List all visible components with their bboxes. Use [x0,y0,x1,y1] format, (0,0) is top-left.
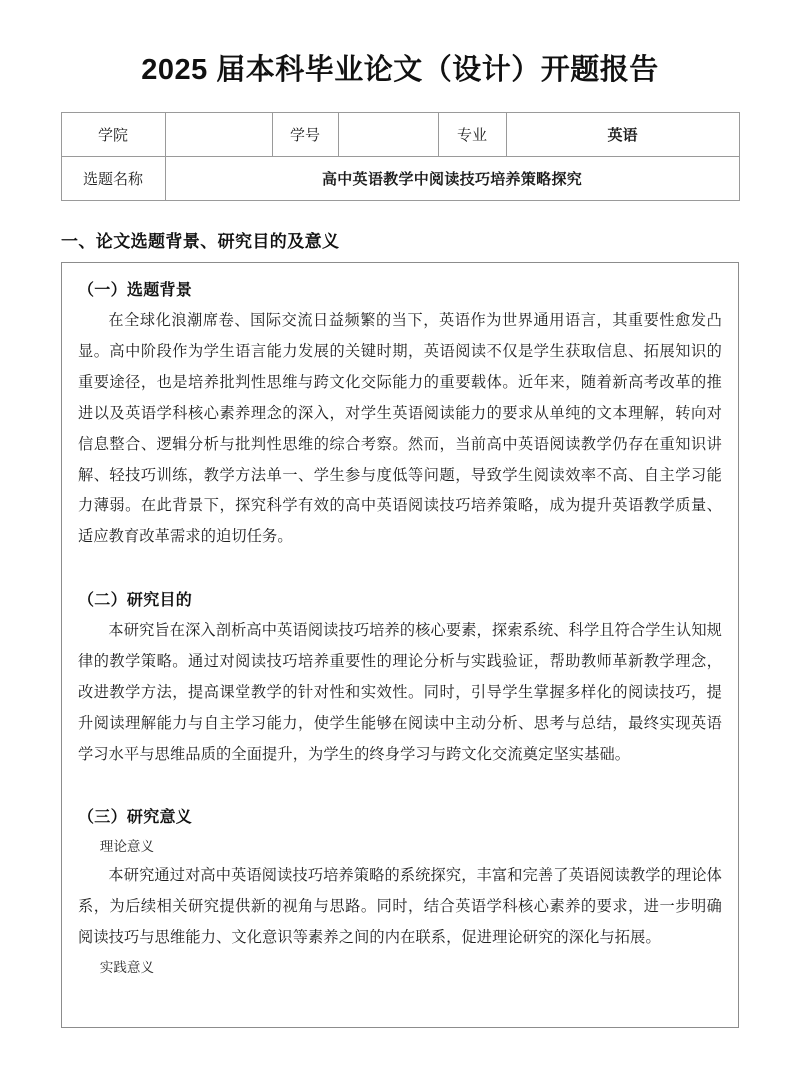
topic-label-cell: 选题名称 [61,157,165,201]
practical-significance-label: 实践意义 [99,959,155,975]
major-value-cell[interactable]: 英语 [506,113,739,157]
section-content-box [61,262,739,1028]
subsection-heading-purpose: （二）研究目的 [78,592,193,610]
page-title: 2025 届本科毕业论文（设计）开题报告 [141,54,659,86]
subsection-heading-significance: （三）研究意义 [78,809,193,827]
subsection-paragraph-purpose: 本研究旨在深入剖析高中英语阅读技巧培养的核心要素，探索系统、科学且符合学生认知规律的教学策略。通过对阅读技巧培养重要性的理论分析与实践验证，帮助教师革新教学理念，改进教学方法，提高课堂教学的针对性和实效性。同时，引导学生掌握多样化的阅读技巧，提升阅读理解能力与自主学习能力，使学生能够在阅读中主动分析、思考与总结，最终实现英语学习水平与思维品质的全面提升，为学生的终身学习与跨文化交流奠定坚实基础。 [78,622,722,763]
subsection-heading-background: （一）选题背景 [78,282,193,300]
college-label-cell: 学院 [61,113,165,157]
theoretical-significance-paragraph: 本研究通过对高中英语阅读技巧培养策略的系统探究，丰富和完善了英语阅读教学的理论体系，为后续相关研究提供新的视角与思路。同时，结合英语学科核心素养的要求，进一步明确阅读技巧与思维能力、文化意识等素养之间的内在联系，促进理论研究的深化与拓展。 [78,867,722,946]
student-id-label-cell: 学号 [272,113,338,157]
college-value-cell[interactable] [165,113,272,157]
student-info-table [61,112,740,201]
subsection-paragraph-background: 在全球化浪潮席卷、国际交流日益频繁的当下，英语作为世界通用语言，其重要性愈发凸显。高中阶段作为学生语言能力发展的关键时期，英语阅读不仅是学生获取信息、拓展知识的重要途径，也是培养批判性思维与跨文化交际能力的重要载体。近年来，随着新高考改革的推进以及英语学科核心素养理念的深入，对学生英语阅读能力的要求从单纯的文本理解，转向对信息整合、逻辑分析与批判性思维的综合考察。然而，当前高中英语阅读教学仍存在重知识讲解、轻技巧训练，教学方法单一、学生参与度低等问题，导致学生阅读效率不高、自主学习能力薄弱。在此背景下，探究科学有效的高中英语阅读技巧培养策略，成为提升英语教学质量、适应教育改革需求的迫切任务。 [78,312,722,546]
theoretical-significance-label: 理论意义 [99,839,155,855]
major-label-cell: 专业 [438,113,506,157]
student-id-value-cell[interactable] [338,113,438,157]
table-row [61,157,739,201]
section-heading-1: 一、论文选题背景、研究目的及意义 [61,232,340,252]
table-row [61,113,739,157]
topic-value-cell[interactable]: 高中英语教学中阅读技巧培养策略探究 [165,157,739,201]
